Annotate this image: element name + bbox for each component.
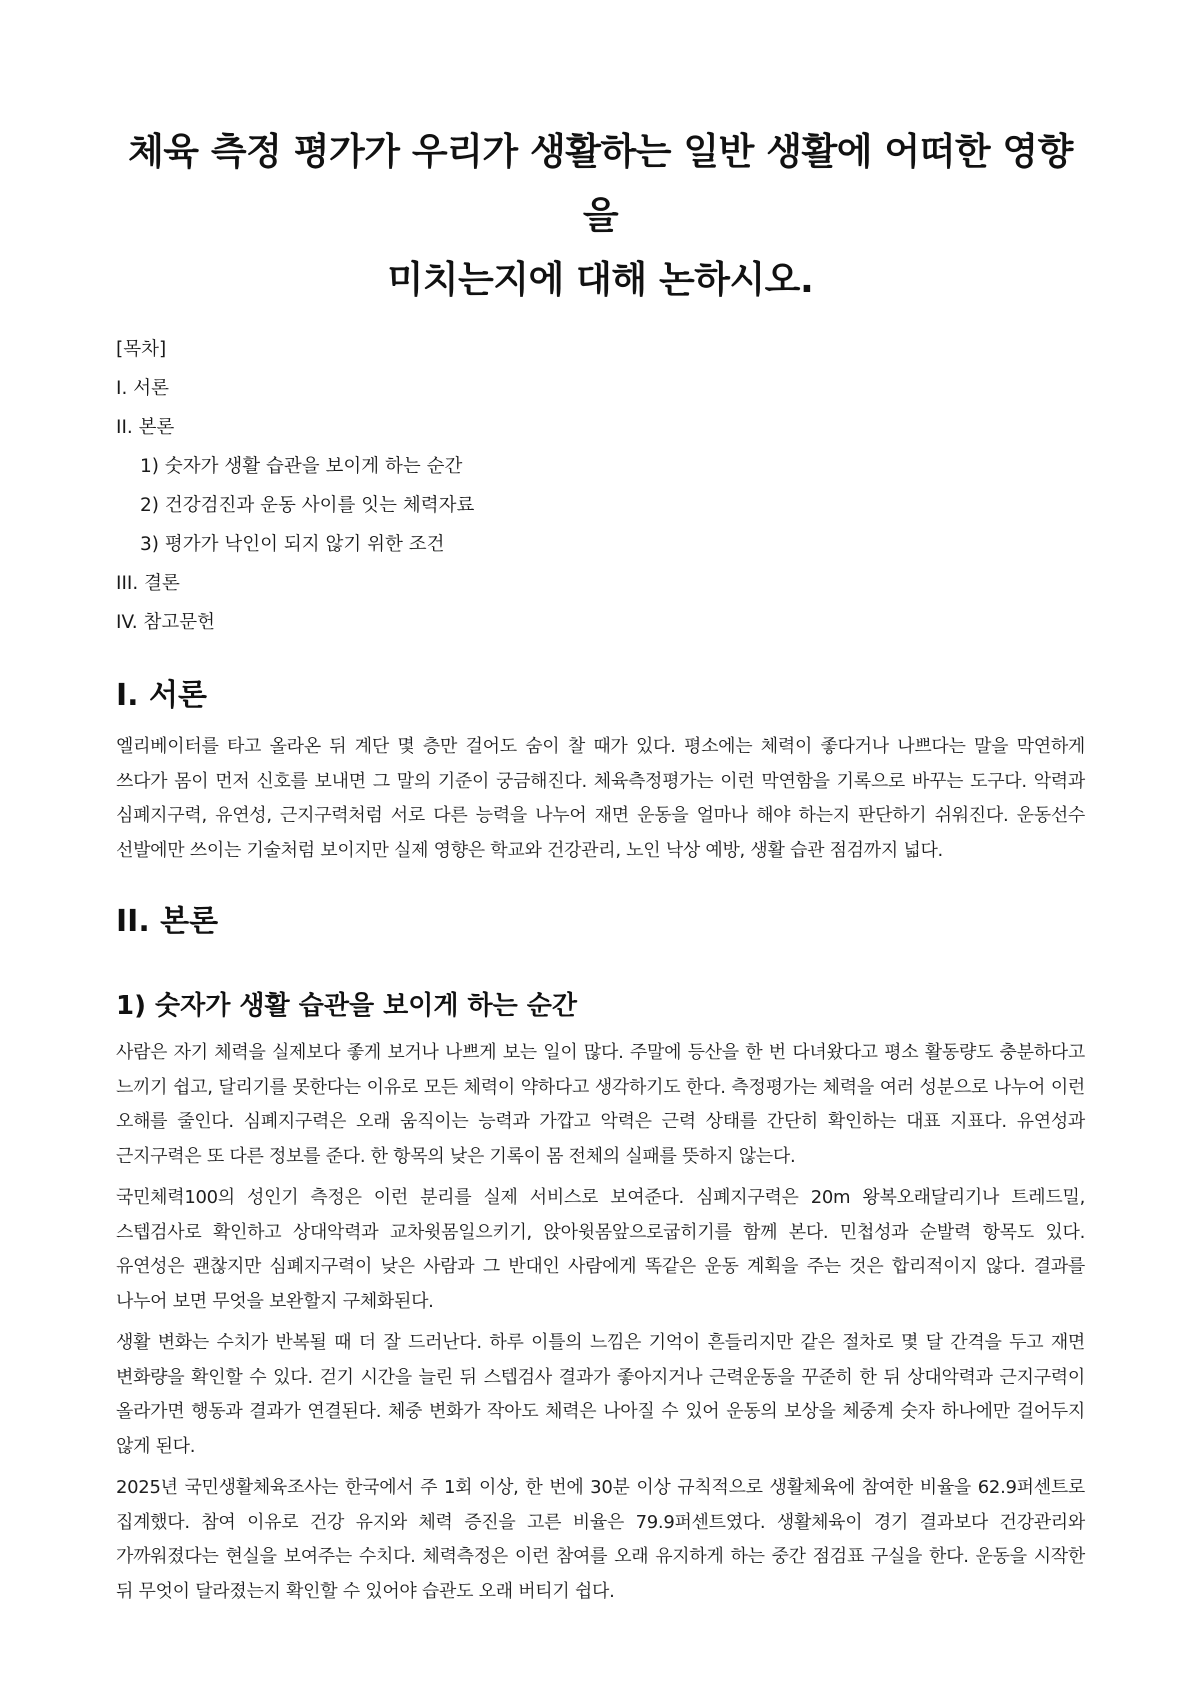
document-title-line-1: 체육 측정 평가가 우리가 생활하는 일반 생활에 어떠한 영향을 bbox=[128, 130, 1073, 237]
toc-item-body-3: 3) 평가가 낙인이 되지 않기 위한 조건 bbox=[140, 534, 445, 555]
toc-item-references: IV. 참고문헌 bbox=[116, 612, 215, 633]
toc-item-intro: I. 서론 bbox=[116, 378, 169, 399]
document-title bbox=[116, 120, 1085, 312]
table-of-contents bbox=[116, 330, 1085, 642]
toc-item-conclusion: III. 결론 bbox=[116, 573, 180, 594]
body-paragraph: 국민체력100의 성인기 측정은 이런 분리를 실제 서비스로 보여준다. 심폐지구력은 20m 왕복오래달리기나 트레드밀, 스텝검사로 확인하고 상대악력과 교차윗몸일으키기, 앉아윗몸앞으로굽히기를 함께 본다. 민첩성과 순발력 항목도 있다. 유연성은 괜찮지만 심폐지구력이 낮은 사람과 그 반대인 사람에게 똑같은 운동 계획을 주는 것은 합리적이지 않다. 결과를 나누어 보면 무엇을 보완할지 구체화된다. bbox=[116, 1187, 1085, 1312]
toc-heading: [목차] bbox=[116, 339, 167, 360]
toc-item-body-2: 2) 건강검진과 운동 사이를 잇는 체력자료 bbox=[140, 495, 475, 516]
section-heading-intro: I. 서론 bbox=[116, 678, 207, 713]
toc-item-body-1: 1) 숫자가 생활 습관을 보이게 하는 순간 bbox=[140, 456, 463, 477]
document-title-line-2: 미치는지에 대해 논하시오. bbox=[387, 258, 814, 301]
body-paragraph: 2025년 국민생활체육조사는 한국에서 주 1회 이상, 한 번에 30분 이상 규칙적으로 생활체육에 참여한 비율을 62.9퍼센트로 집계했다. 참여 이유로 건강 유지와 체력 증진을 고른 비율은 79.9퍼센트였다. 생활체육이 경기 결과보다 건강관리와 가까워졌다는 현실을 보여주는 수치다. 체력측정은 이런 참여를 오래 유지하게 하는 중간 점검표 구실을 한다. 운동을 시작한 뒤 무엇이 달라졌는지 확인할 수 있어야 습관도 오래 버티기 쉽다. bbox=[116, 1477, 1085, 1602]
intro-paragraph: 엘리베이터를 타고 올라온 뒤 계단 몇 층만 걸어도 숨이 찰 때가 있다. 평소에는 체력이 좋다거나 나쁘다는 말을 막연하게 쓰다가 몸이 먼저 신호를 보내면 그 말의 기준이 궁금해진다. 체육측정평가는 이런 막연함을 기록으로 바꾸는 도구다. 악력과 심폐지구력, 유연성, 근지구력처럼 서로 다른 능력을 나누어 재면 운동을 얼마나 해야 하는지 판단하기 쉬워진다. 운동선수 선발에만 쓰이는 기술처럼 보이지만 실제 영향은 학교와 건강관리, 노인 낙상 예방, 생활 습관 점검까지 넓다. bbox=[116, 736, 1085, 861]
toc-item-body: II. 본론 bbox=[116, 417, 175, 438]
body-paragraph: 생활 변화는 수치가 반복될 때 더 잘 드러난다. 하루 이틀의 느낌은 기억이 흔들리지만 같은 절차로 몇 달 간격을 두고 재면 변화량을 확인할 수 있다. 걷기 시간을 늘린 뒤 스텝검사 결과가 좋아지거나 근력운동을 꾸준히 한 뒤 상대악력과 근지구력이 올라가면 행동과 결과가 연결된다. 체중 변화가 작아도 체력은 나아질 수 있어 운동의 보상을 체중계 숫자 하나에만 걸어두지 않게 된다. bbox=[116, 1332, 1085, 1457]
body-paragraph: 사람은 자기 체력을 실제보다 좋게 보거나 나쁘게 보는 일이 많다. 주말에 등산을 한 번 다녀왔다고 평소 활동량도 충분하다고 느끼기 쉽고, 달리기를 못한다는 이유로 모든 체력이 약하다고 생각하기도 한다. 측정평가는 체력을 여러 성분으로 나누어 이런 오해를 줄인다. 심폐지구력은 오래 움직이는 능력과 가깝고 악력은 근력 상태를 간단히 확인하는 대표 지표다. 유연성과 근지구력은 또 다른 정보를 준다. 한 항목의 낮은 기록이 몸 전체의 실패를 뜻하지 않는다. bbox=[116, 1042, 1085, 1167]
section-heading-body: II. 본론 bbox=[116, 904, 219, 939]
subsection-heading-1: 1) 숫자가 생활 습관을 보이게 하는 순간 bbox=[116, 991, 578, 1021]
